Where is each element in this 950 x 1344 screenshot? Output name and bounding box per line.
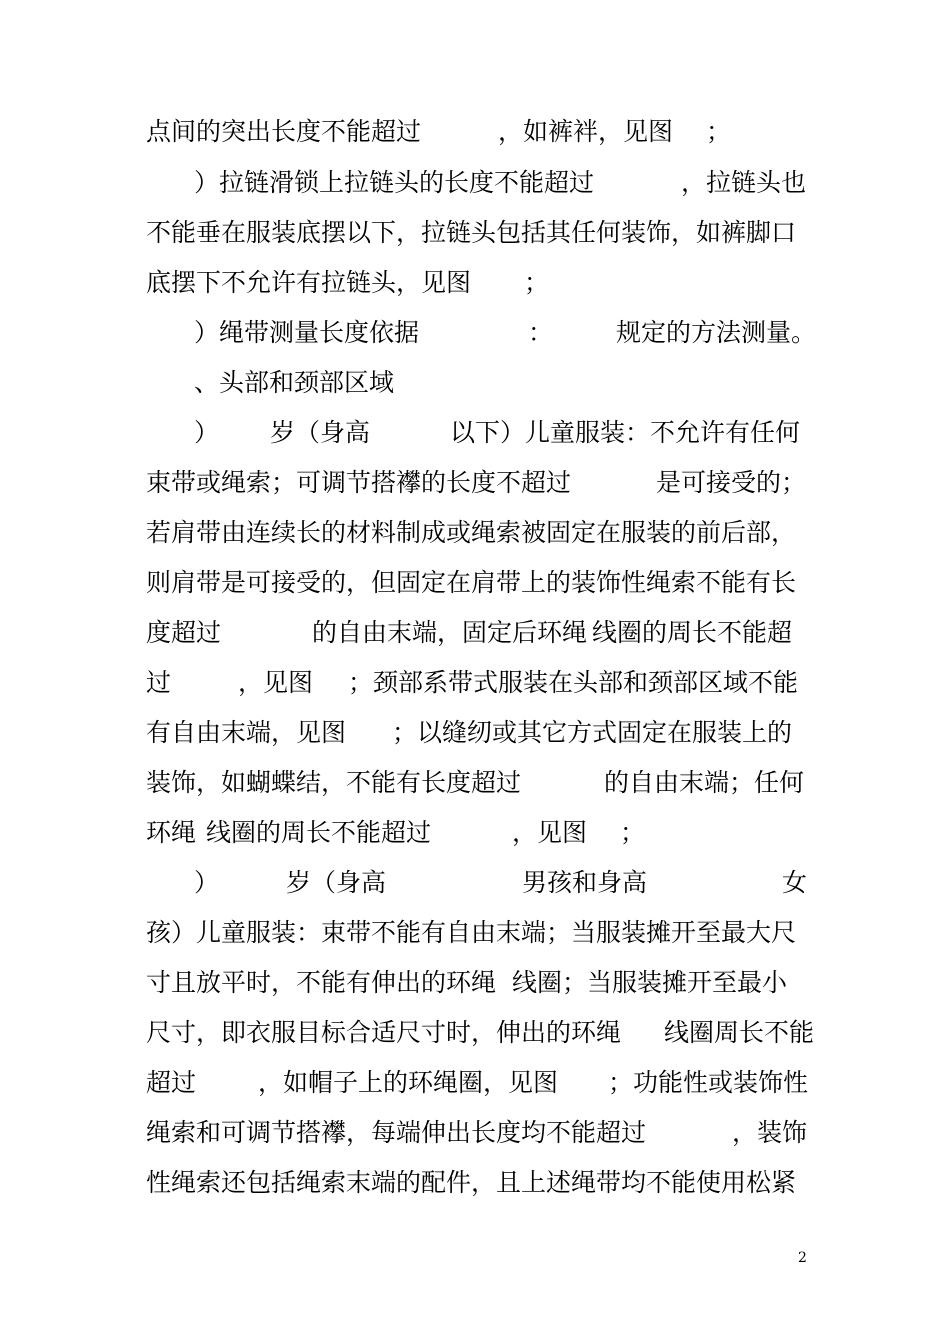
text-segment: 度超过 bbox=[146, 618, 222, 647]
text-segment: ； bbox=[620, 818, 646, 847]
text-line bbox=[146, 166, 806, 200]
text-segment: ） bbox=[194, 418, 220, 447]
text-segment: ；功能性或装饰性 bbox=[608, 1068, 809, 1097]
text-segment: 点间的突出长度不能超过 bbox=[146, 117, 422, 146]
text-segment: ； bbox=[524, 268, 550, 297]
text-segment: 的自由末端，固定后环绳 bbox=[312, 618, 588, 647]
text-line bbox=[146, 666, 806, 700]
text-segment: ： bbox=[528, 318, 554, 347]
text-line bbox=[146, 766, 806, 800]
text-line bbox=[146, 516, 806, 550]
text-line bbox=[146, 466, 806, 500]
text-line bbox=[146, 616, 806, 650]
text-segment: 尺寸，即衣服目标合适尺寸时，伸出的环绳 bbox=[146, 1018, 622, 1047]
text-line bbox=[146, 966, 806, 1000]
text-segment: ，如帽子上的环绳圈，见图 bbox=[258, 1068, 559, 1097]
text-segment: 则肩带是可接受的，但固定在肩带上的装饰性绳索不能有长 bbox=[146, 568, 797, 597]
text-segment: ）绳带测量长度依据 bbox=[194, 318, 420, 347]
text-segment: 岁（身高 bbox=[270, 418, 371, 447]
text-segment: 装饰，如蝴蝶结，不能有长度超过 bbox=[146, 768, 522, 797]
text-segment: 束带或绳索；可调节搭襻的长度不超过 bbox=[146, 468, 572, 497]
text-segment: 线圈的周长不能超 bbox=[592, 618, 793, 647]
text-line bbox=[146, 1116, 806, 1150]
text-segment: ，装饰 bbox=[732, 1118, 808, 1147]
text-segment: 底摆下不允许有拉链头，见图 bbox=[146, 268, 472, 297]
text-segment: ） bbox=[194, 868, 220, 897]
text-segment: 是可接受的； bbox=[656, 468, 807, 497]
text-segment: 以下）儿童服装：不允许有任何 bbox=[450, 418, 801, 447]
page-number: 2 bbox=[798, 1250, 807, 1266]
text-segment: 线圈周长不能 bbox=[664, 1018, 815, 1047]
text-line bbox=[146, 115, 806, 149]
text-segment: 线圈的周长不能超过 bbox=[206, 818, 432, 847]
text-line bbox=[146, 916, 806, 950]
text-segment: 、头部和颈部区域 bbox=[194, 368, 395, 397]
text-segment: 规定的方法测量。 bbox=[616, 318, 817, 347]
text-segment: 不能垂在服装底摆以下，拉链头包括其任何装饰，如裤脚口 bbox=[146, 218, 797, 247]
text-line bbox=[146, 1016, 815, 1050]
text-segment: ，见图 bbox=[512, 818, 588, 847]
text-segment: 的自由末端；任何 bbox=[604, 768, 805, 797]
text-segment: 超过 bbox=[146, 1068, 197, 1097]
text-segment: 岁（身高 bbox=[286, 868, 387, 897]
text-segment: ；颈部系带式服装在头部和颈部区域不能 bbox=[348, 668, 799, 697]
text-segment: 性绳索还包括绳索末端的配件，且上述绳带均不能使用松紧 bbox=[146, 1168, 797, 1197]
text-line bbox=[146, 866, 806, 900]
text-segment: ）拉链滑锁上拉链头的长度不能超过 bbox=[194, 168, 595, 197]
text-line bbox=[146, 366, 806, 400]
text-segment: 女 bbox=[782, 868, 808, 897]
text-segment: 孩）儿童服装：束带不能有自由末端；当服装摊开至最大尺 bbox=[146, 918, 797, 947]
text-line bbox=[146, 1166, 806, 1200]
text-segment: ，拉链头也 bbox=[681, 168, 807, 197]
text-segment: ，如裤袢，见图 bbox=[498, 117, 674, 146]
text-segment: 若肩带由连续长的材料制成或绳索被固定在服装的前后部， bbox=[146, 518, 797, 547]
text-segment: 男孩和身高 bbox=[522, 868, 648, 897]
text-segment: 寸且放平时，不能有伸出的环绳 bbox=[146, 968, 497, 997]
text-line bbox=[146, 216, 806, 250]
text-line bbox=[146, 316, 817, 350]
text-line bbox=[146, 716, 806, 750]
text-line bbox=[146, 266, 806, 300]
text-segment: 过 bbox=[146, 668, 172, 697]
text-line bbox=[146, 1066, 809, 1100]
text-segment: 绳索和可调节搭襻，每端伸出长度均不能超过 bbox=[146, 1118, 647, 1147]
text-segment: 环绳 bbox=[146, 818, 197, 847]
text-segment: 有自由末端，见图 bbox=[146, 718, 347, 747]
text-segment: 线圈；当服装摊开至最小 bbox=[512, 968, 788, 997]
text-segment: ； bbox=[706, 117, 732, 146]
text-line bbox=[146, 566, 806, 600]
text-line bbox=[146, 416, 806, 450]
text-segment: ；以缝纫或其它方式固定在服装上的 bbox=[392, 718, 793, 747]
text-segment: ，见图 bbox=[238, 668, 314, 697]
text-line bbox=[146, 816, 806, 850]
